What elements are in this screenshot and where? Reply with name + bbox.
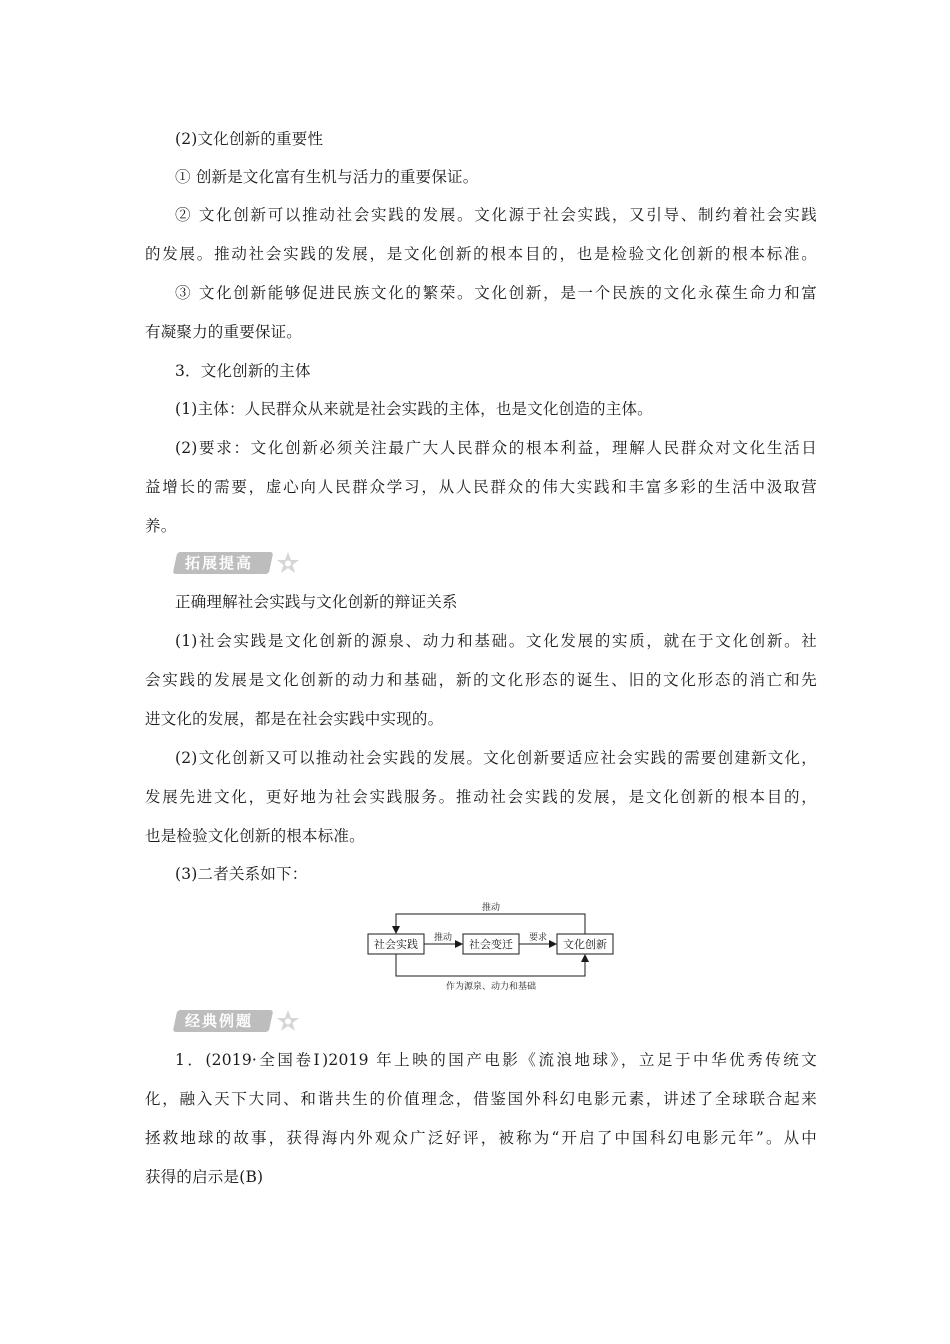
paragraph: 养。 [145,517,177,535]
question-text: 拯救地球的故事，获得海内外观众广泛好评，被称为“开启了中国科幻电影元年”。从中 [145,1129,817,1147]
label-bottom-foundation: 作为源泉、动力和基础 [445,982,537,992]
paragraph: (2)文化创新又可以推动社会实践的发展。文化创新要适应社会实践的需要创建新文化， [175,749,817,767]
label-push: 推动 [433,933,453,943]
paragraph: 益增长的需要，虚心向人民群众学习，从人民群众的伟大实践和丰富多彩的生活中汲取营 [145,478,817,496]
banner-label: 经典例题 [185,1012,254,1030]
paragraph: 进文化的发展，都是在社会实践中实现的。 [145,710,444,728]
paragraph: (2)文化创新的重要性 [175,130,324,148]
question-text: 化，融入天下大同、和谐共生的价值理念，借鉴国外科幻电影元素，讲述了全球联合起来 [145,1090,817,1108]
relationship-diagram [360,900,620,995]
arrow-top-push [396,914,585,934]
paragraph: 发展先进文化，更好地为社会实践服务。推动社会实践的发展，是文化创新的根本目的， [145,788,817,806]
paragraph: ① 创新是文化富有生机与活力的重要保证。 [175,168,479,186]
question-text: 1．(2019·全国卷Ⅰ)2019 年上映的国产电影《流浪地球》，立足于中华优秀传统文 [175,1051,817,1069]
paragraph: ③ 文化创新能够促进民族文化的繁荣。文化创新，是一个民族的文化永葆生命力和富 [175,284,817,302]
arrow-bottom-foundation [396,954,585,976]
label-top-push: 推动 [481,903,501,913]
question-text: 获得的启示是(B) [145,1168,264,1186]
banner-label: 拓展提高 [185,554,254,572]
paragraph: 正确理解社会实践与文化创新的辩证关系 [175,593,458,611]
paragraph: 的发展。推动社会实践的发展，是文化创新的根本目的，也是检验文化创新的根本标准。 [145,245,817,263]
paragraph: (1)社会实践是文化创新的源泉、动力和基础。文化发展的实质，就在于文化创新。社 [175,632,817,650]
star-icon [275,550,301,576]
extension-banner [175,550,305,576]
section-heading: 3．文化创新的主体 [175,362,311,380]
box-social-practice-label: 社会实践 [374,938,418,951]
paragraph: 会实践的发展是文化创新的动力和基础，新的文化形态的诞生、旧的文化形态的消亡和先 [145,671,817,689]
paragraph: (3)二者关系如下： [175,865,308,883]
examples-banner [175,1008,305,1034]
paragraph: (1)主体：人民群众从来就是社会实践的主体，也是文化创造的主体。 [175,400,653,418]
paragraph: 也是检验文化创新的根本标准。 [145,827,365,845]
paragraph: ② 文化创新可以推动社会实践的发展。文化源于社会实践，又引导、制约着社会实践 [175,206,817,224]
star-icon [275,1008,301,1034]
box-social-change-label: 社会变迁 [469,938,513,951]
paragraph: (2)要求：文化创新必须关注最广大人民群众的根本利益，理解人民群众对文化生活日 [175,439,817,457]
paragraph: 有凝聚力的重要保证。 [145,323,303,341]
label-require: 要求 [528,933,548,943]
box-cultural-innovation-label: 文化创新 [563,938,607,951]
